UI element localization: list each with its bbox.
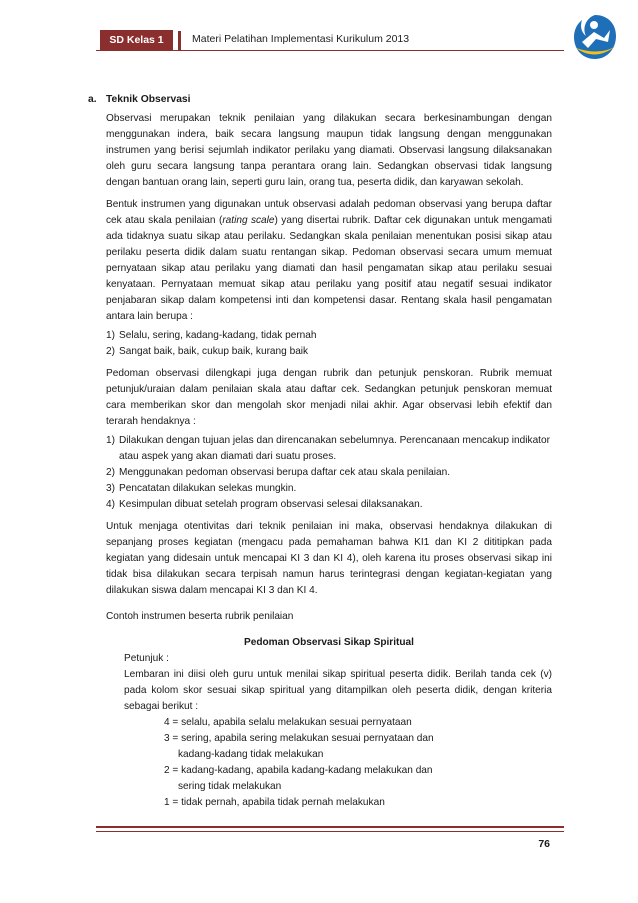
page-content: [88, 92, 552, 811]
section-label: a.: [88, 94, 97, 105]
footer-rule-thin: [96, 831, 564, 832]
header-title: Materi Pelatihan Implementasi Kurikulum 2013: [192, 33, 410, 45]
list-item: 2) Menggunakan pedoman observasi berupa daftar cek atau skala penilaian.: [106, 467, 451, 478]
paragraph-observasi: Observasi merupakan teknik penilaian yang dilakukan secara berkesinambungan dengan menggunakan indera, baik secara langsung maupun tidak langsung dengan menggunakan instrumen yang berisi sejumlah indikator perilaku yang diamati. Observasi langsung dilaksanakan oleh guru secara langsung tanpa perantara orang lain. Sedangkan observasi tidak langsung dengan bantuan orang lain, seperti guru lain, orang tua, peserta didik, dan karyawan sekolah.: [106, 113, 552, 188]
criteria-list: [164, 715, 552, 811]
list-item: 1) Dilakukan dengan tujuan jelas dan direncanakan sebelumnya. Perencanaan mencakup indikator atau aspek yang akan diamati dari suatu proses.: [106, 435, 550, 462]
guide-list: [106, 433, 552, 513]
petunjuk-label: Petunjuk :: [124, 653, 169, 664]
list-item: 4) Kesimpulan dibuat setelah program observasi selesai dilaksanakan.: [106, 499, 423, 510]
criteria-item: 1 = tidak pernah, apabila tidak pernah melakukan: [164, 797, 385, 808]
footer-rule: [96, 826, 564, 828]
criteria-item: 4 = selalu, apabila selalu melakukan sesuai pernyataan: [164, 717, 412, 728]
section-heading: [88, 92, 552, 108]
paragraph-otentivitas: Untuk menjaga otentivitas dari teknik penilaian ini maka, observasi hendaknya dilakukan di sepanjang proses kegiatan (mengacu pada pemahaman bahwa KI1 dan KI 2 dititipkan pada kegiatan yang didesain untuk mencapai KI 3 dan KI 4), oleh karena itu proses observasi sikap ini tidak bisa dilakukan secara terpisah namun harus terintegrasi dengan kegiatan-kegiatan yang dilakukan siswa dalam mencapai KI 3 dan KI 4.: [106, 521, 552, 596]
criteria-item: 2 = kadang-kadang, apabila kadang-kadang melakukan dan: [164, 765, 433, 776]
section-title: Teknik Observasi: [106, 94, 191, 105]
petunjuk-text: Lembaran ini diisi oleh guru untuk menilai sikap spiritual peserta didik. Berilah tanda cek (v) pada kolom skor sesuai sikap spiritual yang ditampilkan oleh peserta didik, dengan kriteria sebagai berikut :: [124, 669, 552, 712]
paragraph-bentuk-instrumen: Bentuk instrumen yang digunakan untuk observasi adalah pedoman observasi yang berupa daftar cek atau skala penilaian (rating scale) yang disertai rubrik. Daftar cek digunakan untuk mengamati ada tidaknya suatu sikap atau perilaku. Sedangkan skala penilaian menentukan posisi sikap atau perilaku peserta didik dalam suatu rentangan sikap. Pedoman observasi secara umum memuat pernyataan sikap atau perilaku yang diamati dan hasil pengamatan sikap atau perilaku sesuai kenyataan. Pernyataan memuat sikap atau perilaku yang positif atau negatif sesuai indikator penjabaran sikap dalam kompetensi inti dan kompetensi dasar. Rentang skala hasil pengamatan antara lain berupa :: [106, 199, 552, 322]
list-item: 2) Sangat baik, baik, cukup baik, kurang baik: [106, 346, 309, 357]
list-item: 3) Pencatatan dilakukan selekas mungkin.: [106, 483, 297, 494]
header-divider: [178, 31, 181, 50]
criteria-item-cont: sering tidak melakukan: [178, 781, 282, 792]
paragraph-pedoman: Pedoman observasi dilengkapi juga dengan rubrik dan petunjuk penskoran. Rubrik memuat petunjuk/uraian dalam penilaian skala atau daftar cek. Sedangkan petunjuk penskoran memuat cara memberikan skor dan mengolah skor menjadi nilai akhir. Agar observasi lebih efektif dan terarah hendaknya :: [106, 368, 552, 427]
header-rule: [96, 50, 564, 51]
logo-icon: [570, 12, 620, 64]
header-tab: SD Kelas 1: [100, 30, 173, 50]
instrument-title: Pedoman Observasi Sikap Spiritual: [244, 637, 414, 648]
criteria-item: 3 = sering, apabila sering melakukan sesuai pernyataan dan: [164, 733, 434, 744]
scale-list: [106, 328, 552, 360]
page-number: 76: [538, 838, 550, 850]
paragraph-contoh: Contoh instrumen beserta rubrik penilaian: [106, 611, 294, 622]
criteria-item-cont: kadang-kadang tidak melakukan: [178, 749, 324, 760]
list-item: 1) Selalu, sering, kadang-kadang, tidak pernah: [106, 330, 317, 341]
